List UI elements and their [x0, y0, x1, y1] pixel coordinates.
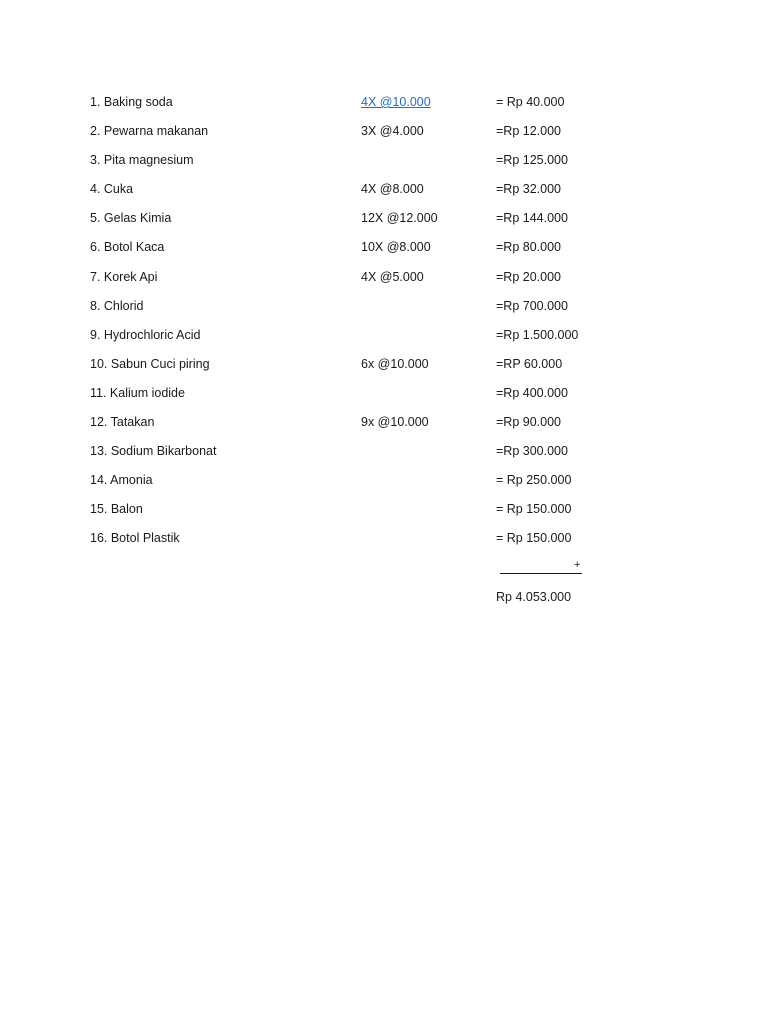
- item-total: =Rp 32.000: [496, 182, 561, 197]
- item-total: =Rp 300.000: [496, 444, 568, 459]
- item-name: 15. Balon: [90, 502, 143, 517]
- item-total: =RP 60.000: [496, 356, 563, 371]
- item-quantity: 12X @12.000: [361, 211, 438, 226]
- item-name: 7. Korek Api: [90, 269, 158, 284]
- item-name: 5. Gelas Kimia: [90, 211, 172, 226]
- plus-sign: +: [574, 559, 581, 571]
- grand-total: Rp 4.053.000: [496, 590, 572, 604]
- item-quantity: 9x @10.000: [361, 415, 429, 430]
- item-name: 16. Botol Plastik: [90, 531, 180, 546]
- item-name: 4. Cuka: [90, 182, 134, 197]
- list-item: [90, 297, 610, 326]
- item-name: 10. Sabun Cuci piring: [90, 356, 210, 371]
- item-name: 1. Baking soda: [90, 95, 173, 109]
- list-item: [90, 93, 610, 122]
- item-total: =Rp 90.000: [496, 415, 561, 430]
- item-total: = Rp 150.000: [496, 502, 572, 517]
- item-total: =Rp 80.000: [496, 240, 561, 255]
- item-total: =Rp 144.000: [496, 211, 568, 226]
- item-total: =Rp 1.500.000: [496, 327, 579, 342]
- list-item: [90, 529, 610, 558]
- item-quantity: 6x @10.000: [361, 356, 429, 371]
- list-item: [90, 471, 610, 500]
- list-item: [90, 122, 610, 151]
- item-total: =Rp 700.000: [496, 298, 568, 313]
- list-item: [90, 209, 610, 238]
- item-quantity: 10X @8.000: [361, 240, 431, 255]
- item-name: 2. Pewarna makanan: [90, 124, 209, 139]
- sum-divider-line: [500, 573, 582, 574]
- list-item: [90, 180, 610, 209]
- item-quantity: 4X @5.000: [361, 269, 424, 284]
- item-name: 12. Tatakan: [90, 415, 155, 430]
- item-total: =Rp 400.000: [496, 385, 568, 400]
- item-name: 6. Botol Kaca: [90, 240, 165, 255]
- list-item: [90, 500, 610, 529]
- item-total: =Rp 20.000: [496, 269, 561, 284]
- item-name: 14. Amonia: [90, 473, 153, 488]
- item-name: 11. Kalium iodide: [90, 385, 185, 400]
- item-name: 13. Sodium Bikarbonat: [90, 444, 217, 459]
- item-list: [90, 93, 610, 559]
- list-item: [90, 238, 610, 267]
- item-total: =Rp 125.000: [496, 153, 568, 168]
- list-item: [90, 442, 610, 471]
- list-item: [90, 413, 610, 442]
- list-item: [90, 151, 610, 180]
- item-total: = Rp 40.000: [496, 95, 565, 109]
- item-total: =Rp 12.000: [496, 124, 561, 139]
- item-name: 3. Pita magnesium: [90, 153, 194, 168]
- item-name: 9. Hydrochloric Acid: [90, 327, 201, 342]
- item-quantity-link[interactable]: 4X @10.000: [361, 95, 431, 109]
- list-item: [90, 384, 610, 413]
- item-name: 8. Chlorid: [90, 298, 144, 313]
- item-total: = Rp 250.000: [496, 473, 572, 488]
- list-item: [90, 268, 610, 297]
- list-item: [90, 326, 610, 355]
- item-total: = Rp 150.000: [496, 531, 572, 546]
- list-item: [90, 355, 610, 384]
- item-quantity: 3X @4.000: [361, 124, 424, 139]
- item-quantity: 4X @8.000: [361, 182, 424, 197]
